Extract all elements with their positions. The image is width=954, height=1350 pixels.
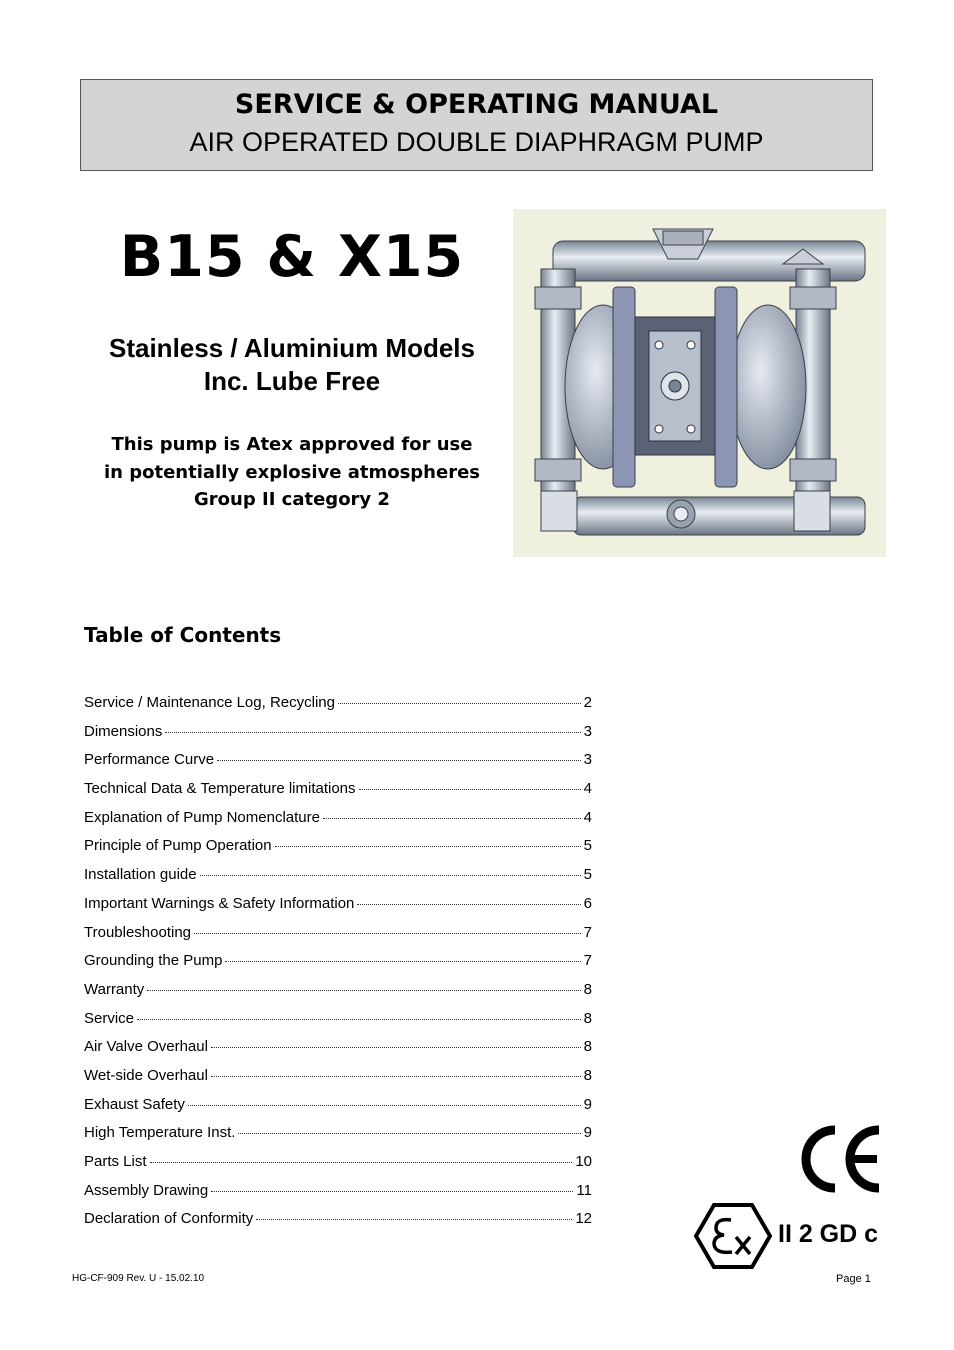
toc-entry-label: Technical Data & Temperature limitations xyxy=(84,780,356,798)
ex-hexagon-icon xyxy=(694,1202,772,1270)
toc-leader-dots xyxy=(188,1105,581,1106)
toc-entry-label: Air Valve Overhaul xyxy=(84,1038,208,1056)
toc-leader-dots xyxy=(200,875,581,876)
toc-entry-label: Principle of Pump Operation xyxy=(84,837,272,855)
toc-leader-dots xyxy=(275,846,581,847)
toc-leader-dots xyxy=(194,933,581,934)
atex-line-2: in potentially explosive atmospheres xyxy=(103,462,480,483)
document-reference: HG-CF-909 Rev. U - 15.02.10 xyxy=(72,1273,205,1284)
toc-leader-dots xyxy=(338,703,581,704)
toc-leader-dots xyxy=(359,789,581,790)
toc-entry-label: Wet-side Overhaul xyxy=(84,1066,208,1084)
toc-entry xyxy=(84,1096,592,1125)
toc-entry xyxy=(84,694,592,723)
toc-leader-dots xyxy=(357,904,580,905)
toc-entry-label: Declaration of Conformity xyxy=(84,1210,254,1228)
toc-entry xyxy=(84,1067,592,1096)
toc-entry-page: 4 xyxy=(583,808,592,826)
toc-leader-dots xyxy=(211,1076,581,1077)
toc-leader-dots xyxy=(217,760,581,761)
toc-entry xyxy=(84,780,592,809)
pump-illustration xyxy=(513,209,886,557)
toc-entry xyxy=(84,866,592,895)
toc-entry-page: 4 xyxy=(583,780,592,798)
toc-leader-dots xyxy=(165,732,580,733)
ex-mark xyxy=(694,1202,772,1270)
toc-entry-label: Service / Maintenance Log, Recycling xyxy=(84,694,335,711)
toc-entry xyxy=(84,924,592,953)
toc-entry-label: Warranty xyxy=(84,980,145,998)
toc-heading: Table of Contents xyxy=(84,623,282,647)
toc-leader-dots xyxy=(225,961,580,962)
page-number: Page 1 xyxy=(836,1273,871,1285)
atex-line-3: Group II category 2 xyxy=(194,489,390,510)
manual-subtitle: AIR OPERATED DOUBLE DIAPHRAGM PUMP xyxy=(189,127,764,157)
toc-entry xyxy=(84,1182,592,1211)
toc-entry xyxy=(84,1010,592,1039)
toc-entry xyxy=(84,723,592,752)
toc-entry xyxy=(84,751,592,780)
toc-entry-label: Assembly Drawing xyxy=(84,1181,209,1199)
toc-leader-dots xyxy=(150,1162,573,1163)
toc-entry-label: Grounding the Pump xyxy=(84,952,223,970)
toc-entry-page: 3 xyxy=(583,751,592,769)
toc-leader-dots xyxy=(137,1019,581,1020)
toc-entry-page: 5 xyxy=(583,866,592,884)
toc-leader-dots xyxy=(256,1219,572,1220)
toc-entry-page: 9 xyxy=(583,1124,592,1142)
model-title: B15 & X15 xyxy=(119,224,465,290)
toc-entry-label: Service xyxy=(84,1009,135,1027)
toc-entry xyxy=(84,809,592,838)
toc-entry-page: 5 xyxy=(583,837,592,855)
toc-entry-page: 7 xyxy=(583,952,592,970)
toc-entry-label: Installation guide xyxy=(84,866,197,884)
toc-entry-page: 11 xyxy=(576,1181,592,1199)
toc-entry-page: 12 xyxy=(575,1210,592,1228)
toc-entry xyxy=(84,981,592,1010)
toc-entry-page: 6 xyxy=(583,894,592,912)
models-line-2: Inc. Lube Free xyxy=(203,366,381,396)
toc-entry xyxy=(84,837,592,866)
toc-list xyxy=(84,694,592,1239)
toc-entry xyxy=(84,1038,592,1067)
toc-entry-page: 3 xyxy=(583,722,592,740)
toc-leader-dots xyxy=(147,990,580,991)
toc-entry-label: Troubleshooting xyxy=(84,923,192,941)
ce-mark-icon xyxy=(797,1122,887,1196)
toc-entry-page: 8 xyxy=(583,1038,592,1056)
toc-entry-label: Dimensions xyxy=(84,722,163,740)
toc-entry-page: 8 xyxy=(583,1066,592,1084)
toc-entry xyxy=(84,952,592,981)
toc-leader-dots xyxy=(211,1191,573,1192)
toc-entry-label: Important Warnings & Safety Information xyxy=(84,894,355,912)
toc-entry-page: 7 xyxy=(583,923,592,941)
toc-entry-page: 10 xyxy=(575,1153,592,1170)
toc-entry-label: Exhaust Safety xyxy=(84,1095,185,1113)
ex-classification: II 2 GD c xyxy=(778,1220,879,1248)
ce-mark xyxy=(797,1122,887,1196)
models-line-1: Stainless / Aluminium Models xyxy=(109,333,475,363)
header-box xyxy=(80,79,873,171)
toc-entry xyxy=(84,1124,592,1153)
toc-entry-page: 2 xyxy=(583,694,592,711)
toc-entry xyxy=(84,895,592,924)
toc-leader-dots xyxy=(323,818,581,819)
pump-image xyxy=(513,209,886,557)
toc-entry-label: High Temperature Inst. xyxy=(84,1124,236,1142)
toc-entry-label: Performance Curve xyxy=(84,751,215,769)
toc-leader-dots xyxy=(238,1133,580,1134)
toc-entry-page: 8 xyxy=(583,1009,592,1027)
manual-title: SERVICE & OPERATING MANUAL xyxy=(234,89,719,120)
toc-entry xyxy=(84,1153,592,1182)
toc-entry-page: 9 xyxy=(583,1095,592,1113)
toc-leader-dots xyxy=(211,1047,581,1048)
toc-entry-label: Parts List xyxy=(84,1153,147,1170)
atex-line-1: This pump is Atex approved for use xyxy=(111,434,473,455)
toc-entry-label: Explanation of Pump Nomenclature xyxy=(84,808,320,826)
toc-entry xyxy=(84,1210,592,1239)
toc-entry-page: 8 xyxy=(583,980,592,998)
